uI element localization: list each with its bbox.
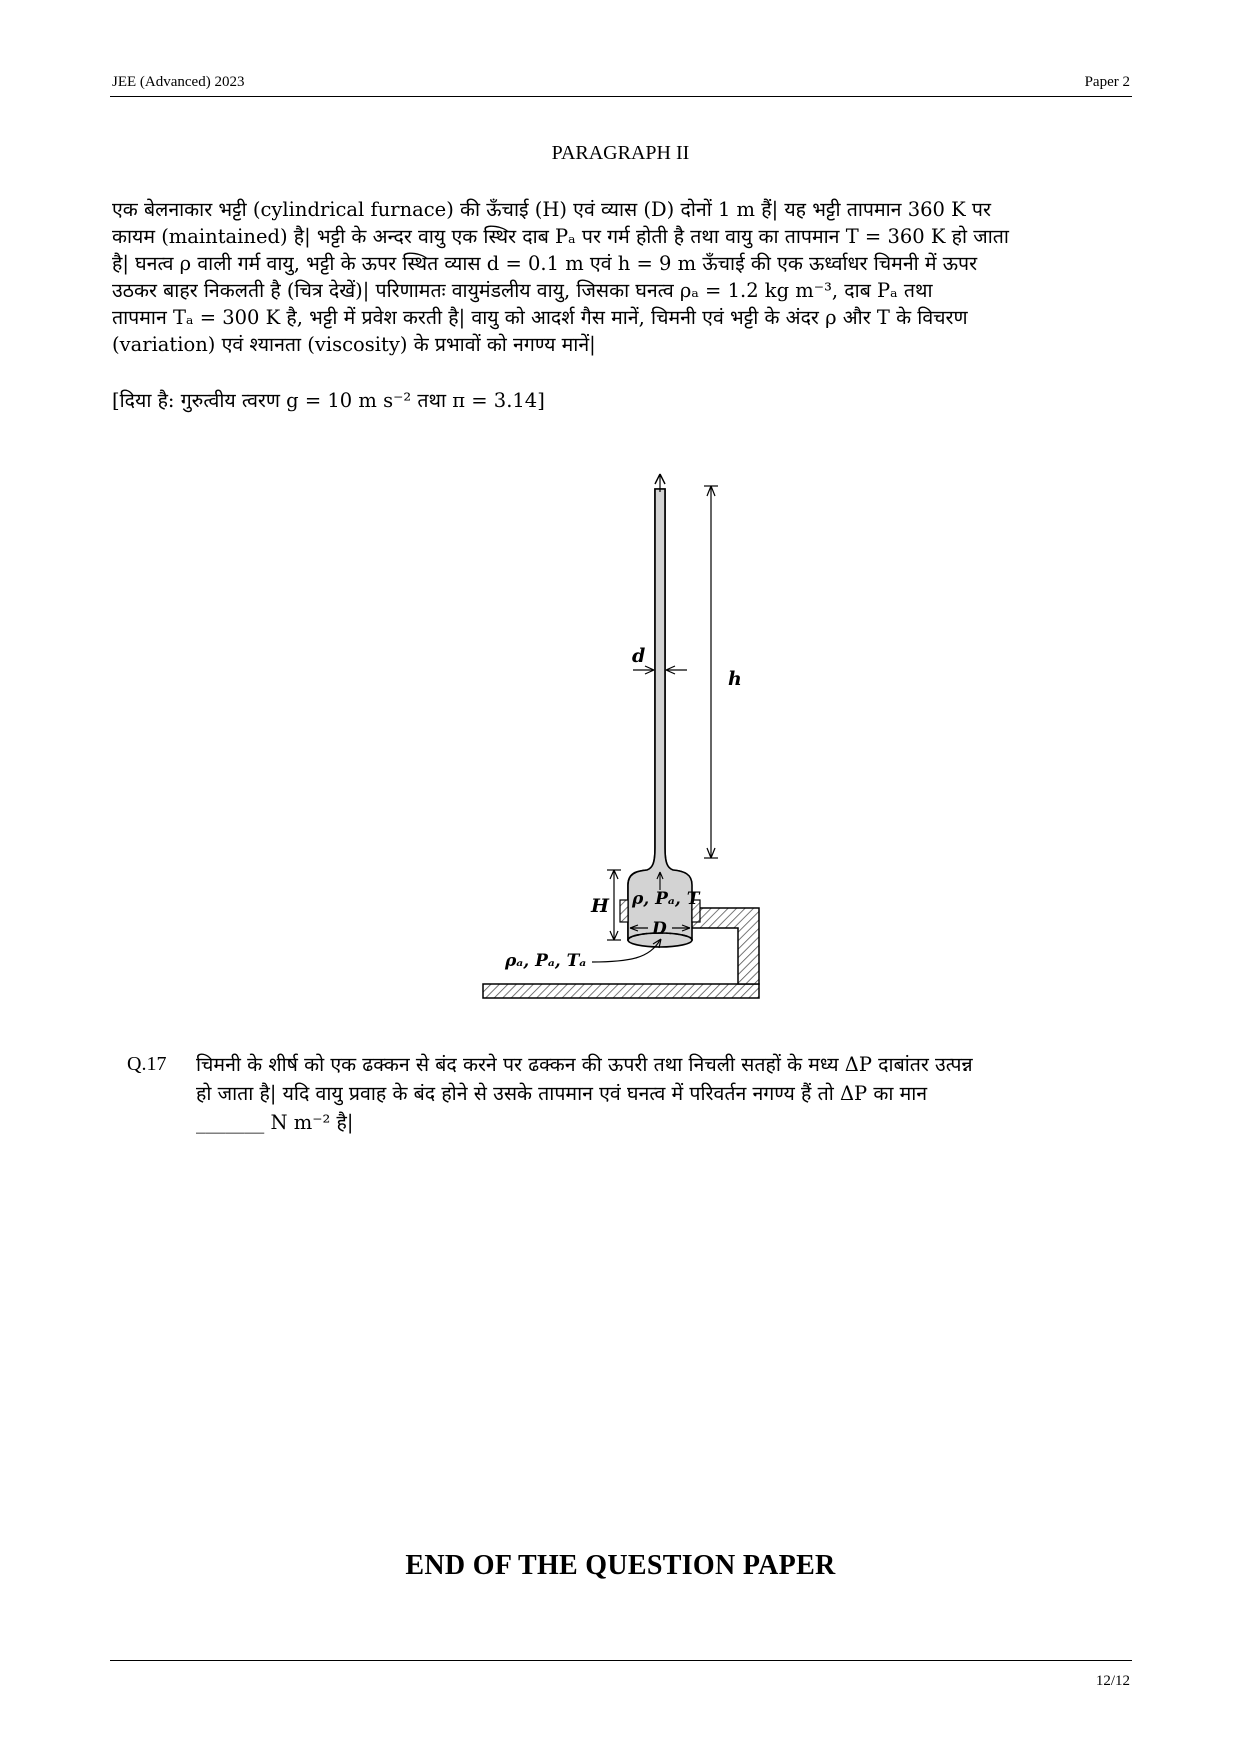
label-outside-air: ρₐ, Pₐ, Tₐ [505, 951, 587, 971]
paragraph-line: उठकर बाहर निकलती है (चित्र देखें)| परिणामतः वायुमंडलीय वायु, जिसका घनत्व ρₐ = 1.2 kg m⁻³, दाब Pₐ तथा [112, 279, 933, 302]
question-number: Q.17 [127, 1053, 167, 1075]
question-text [196, 1050, 1082, 1137]
question-line: चिमनी के शीर्ष को एक ढक्कन से बंद करने पर ढक्कन की ऊपरी तथा निचली सतहों के मध्य ΔP दाबांतर उत्पन्न [196, 1053, 973, 1076]
paragraph-body [112, 196, 1080, 358]
question-line: _______ N m⁻² है| [196, 1111, 354, 1134]
label-inside-air: ρ, Pₐ, T [632, 889, 700, 909]
paragraph-line: तापमान Tₐ = 300 K है, भट्टी में प्रवेश करती है| वायु को आदर्श गैस मानें, चिमनी एवं भट्टी के अंदर ρ और T के विचरण [112, 306, 968, 329]
header-rule [110, 96, 1132, 97]
header-paper-number: Paper 2 [1084, 74, 1130, 90]
dimension-H [607, 870, 621, 940]
paragraph-line: (variation) एवं श्यानता (viscosity) के प्रभावों को नगण्य मानें| [112, 333, 596, 356]
dimension-h [704, 486, 718, 858]
furnace-chimney-figure [470, 470, 770, 1010]
paragraph-line: कायम (maintained) है| भट्टी के अन्दर वायु एक स्थिर दाब Pₐ पर गर्म होती है तथा वायु का तापमान T = 360 K हो जाता [112, 225, 1009, 248]
paragraph-line: है| घनत्व ρ वाली गर्म वायु, भट्टी के ऊपर स्थित व्यास d = 0.1 m एवं h = 9 m ऊँचाई की एक ऊर्ध्वाधर चिमनी में ऊपर [112, 252, 978, 275]
header-exam-title: JEE (Advanced) 2023 [112, 74, 245, 90]
footer-rule [110, 1660, 1132, 1661]
question-line: हो जाता है| यदि वायु प्रवाह के बंद होने से उसके तापमान एवं घनत्व में परिवर्तन नगण्य हैं तो ΔP का मान [196, 1082, 928, 1105]
page-number: 12/12 [1095, 1673, 1130, 1689]
label-D: D [652, 919, 667, 939]
given-constants: [दिया है: गुरुत्वीय त्वरण g = 10 m s⁻² तथा π = 3.14] [112, 389, 545, 412]
label-d: d [632, 645, 646, 667]
end-of-paper-heading: END OF THE QUESTION PAPER [405, 1550, 836, 1581]
paragraph-line: एक बेलनाकार भट्टी (cylindrical furnace) की ऊँचाई (H) एवं व्यास (D) दोनों 1 m हैं| यह भट्टी तापमान 360 K पर [112, 198, 991, 221]
label-h: h [728, 668, 742, 690]
paragraph-title: PARAGRAPH II [551, 142, 690, 164]
ground-base [483, 984, 759, 998]
label-H: H [591, 895, 609, 917]
